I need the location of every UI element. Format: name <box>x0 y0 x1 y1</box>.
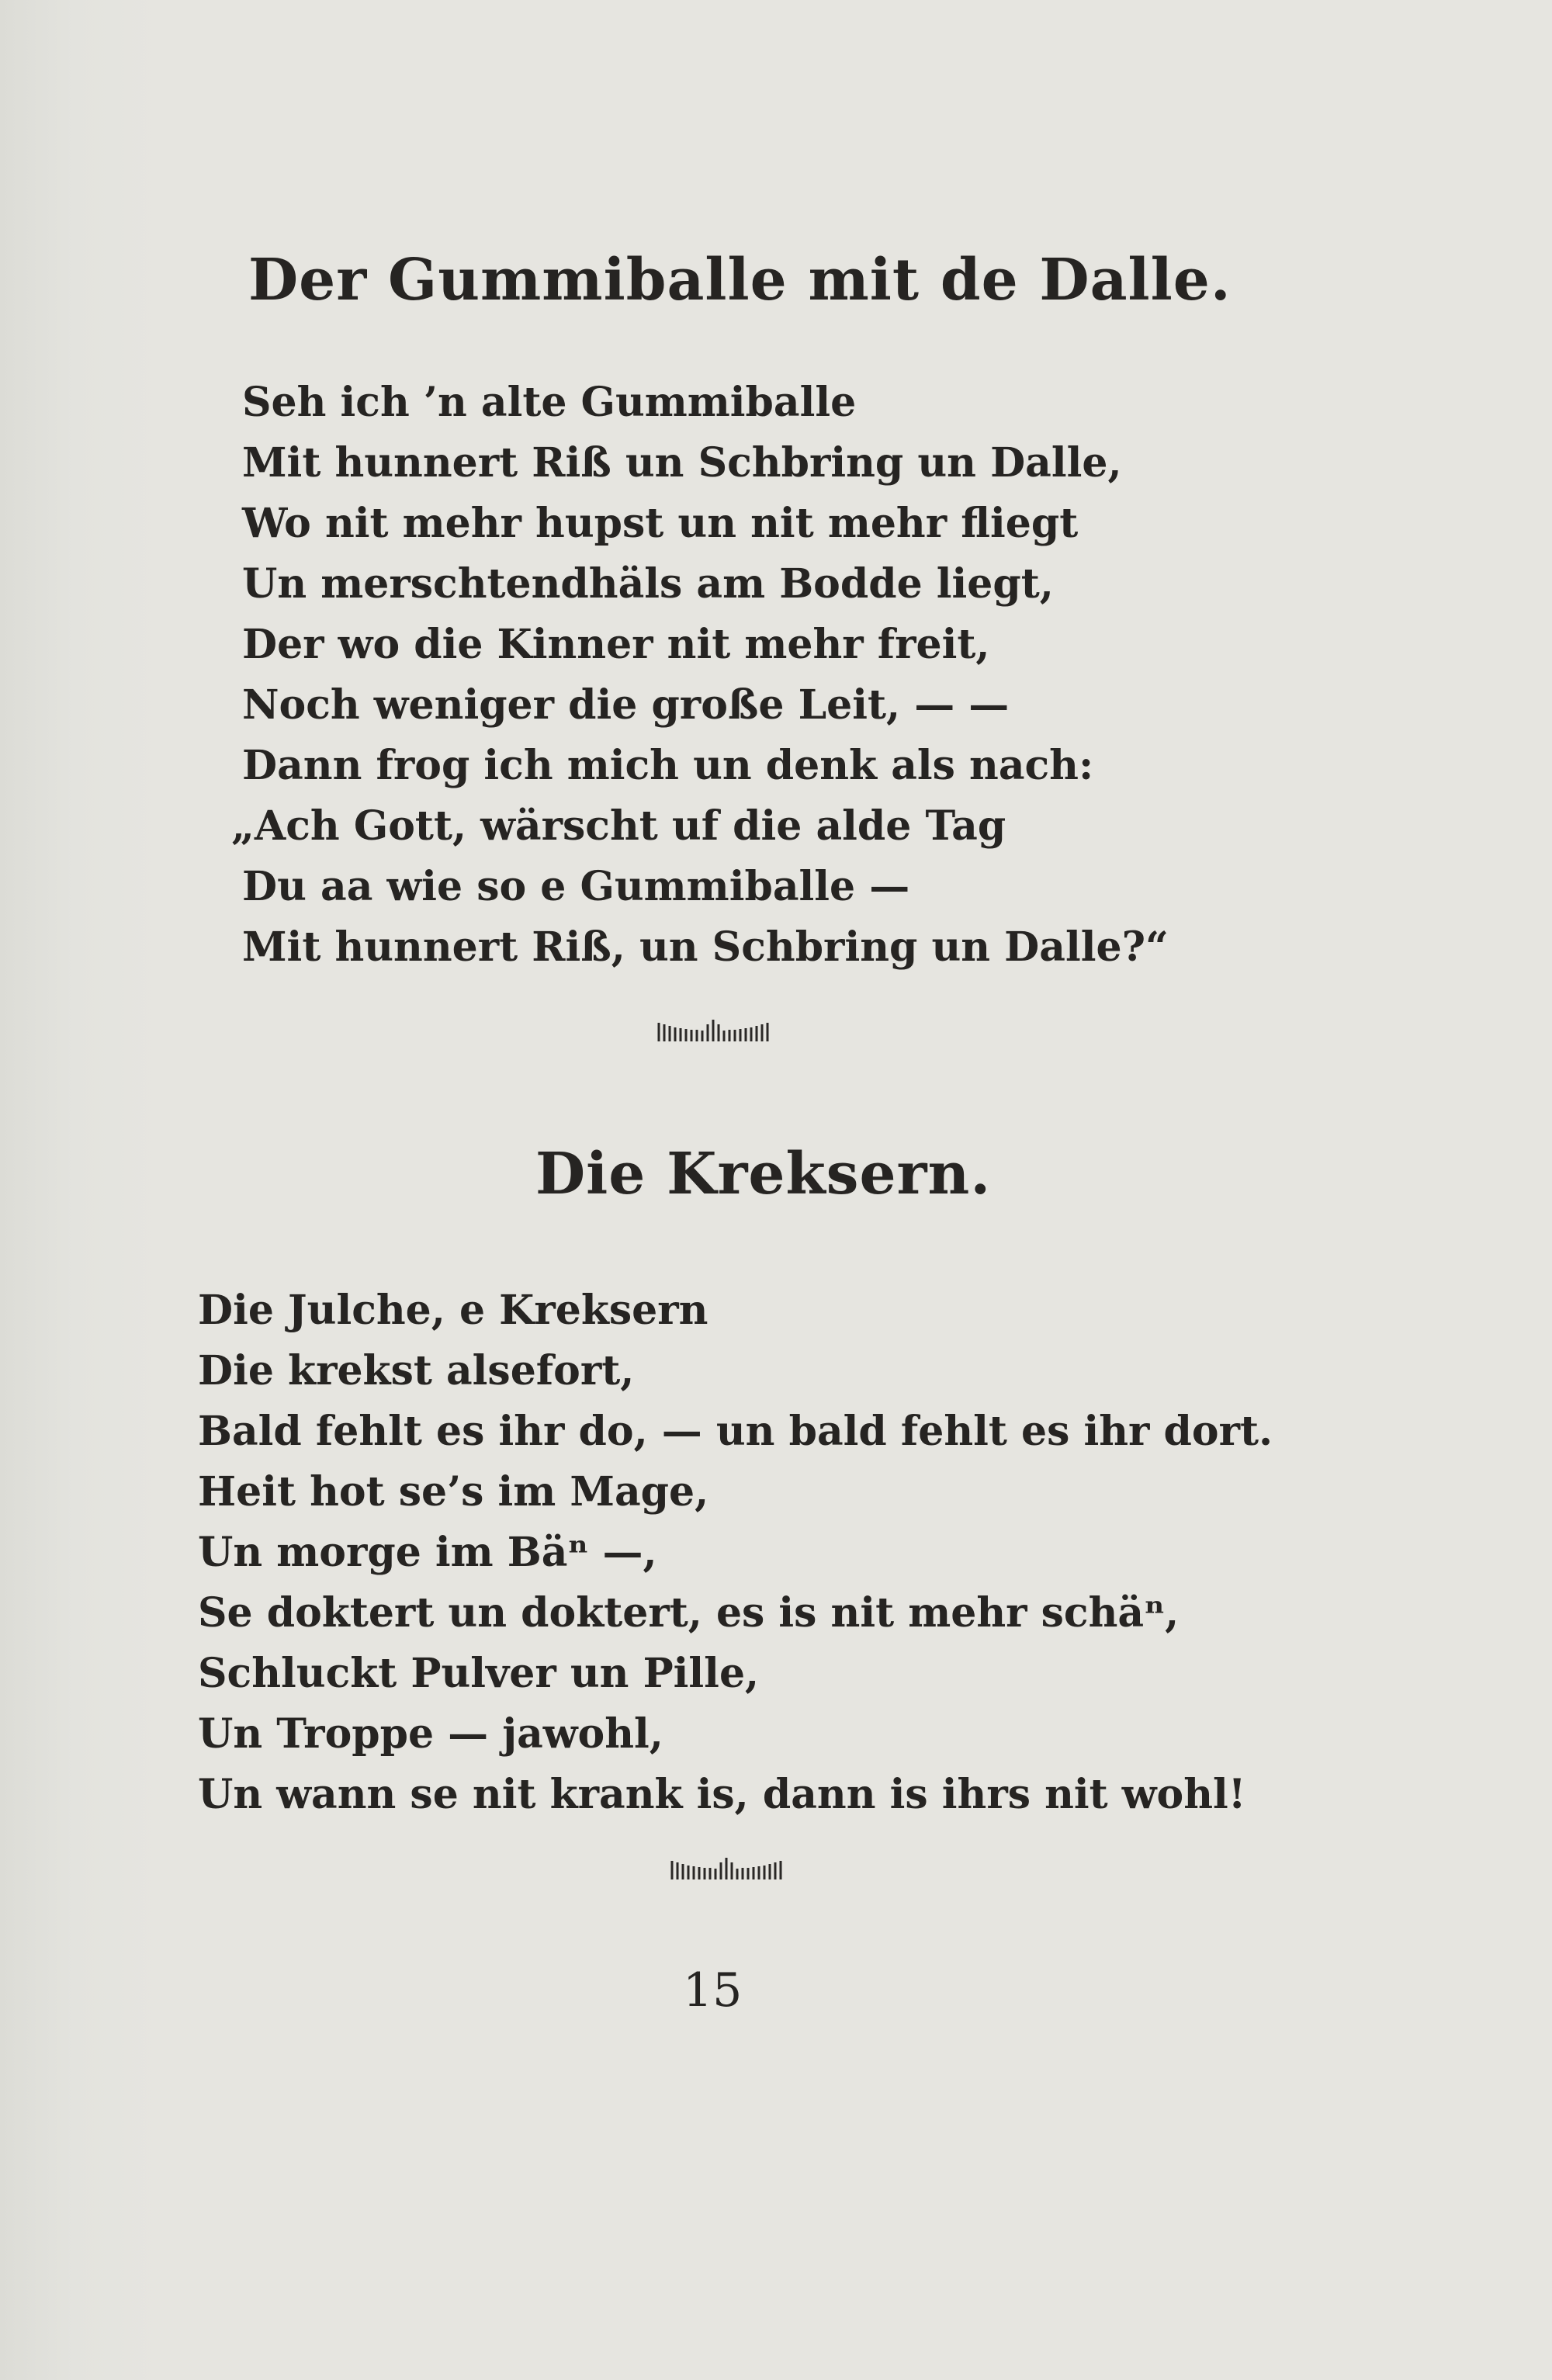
verse-line: Dann frog ich mich un denk als nach: <box>242 742 1094 789</box>
poem-gummiballe-stanza <box>231 372 1169 978</box>
verse-line: Die krekst alsefort, <box>198 1347 635 1394</box>
verse-line: Un morge im Bäⁿ —, <box>198 1529 657 1576</box>
verse-line: Der wo die Kinner nit mehr freit, <box>242 621 990 668</box>
verse-line: Se doktert un doktert, es is nit mehr schäⁿ, <box>198 1589 1180 1637</box>
poem-title-kreksern: Die Kreksern. <box>535 1141 992 1207</box>
verse-line: Seh ich ’n alte Gummiballe <box>242 379 857 426</box>
verse-line: Un merschtendhäls am Bodde liegt, <box>242 560 1054 608</box>
verse-line: Un wann se nit krank is, dann is ihrs nit wohl! <box>198 1771 1246 1818</box>
verse-line: Schluckt Pulver un Pille, <box>198 1650 760 1697</box>
section-divider-ornament <box>656 1015 772 1043</box>
verse-line: Noch weniger die große Leit, — — <box>242 681 1010 729</box>
poem-kreksern-stanza <box>198 1280 1273 1825</box>
verse-line: Heit hot se’s im Mage, <box>198 1468 709 1516</box>
page-edge-shading <box>0 0 163 2380</box>
poem-title-gummiballe: Der Gummiballe mit de Dalle. <box>248 247 1232 314</box>
verse-line: Bald fehlt es ihr do, — un bald fehlt es ihr dort. <box>198 1408 1273 1455</box>
verse-line: „Ach Gott, wärscht uf die alde Tag <box>231 802 1006 850</box>
verse-line: Die Julche, e Kreksern <box>198 1287 708 1334</box>
verse-line: Mit hunnert Riß un Schbring un Dalle, <box>242 439 1122 487</box>
section-divider-ornament <box>669 1853 785 1881</box>
verse-line: Un Troppe — jawohl, <box>198 1710 663 1758</box>
page-number: 15 <box>683 1963 743 2018</box>
verse-line: Du aa wie so e Gummiballe — <box>242 863 910 910</box>
verse-line: Mit hunnert Riß, un Schbring un Dalle?“ <box>242 923 1169 971</box>
verse-line: Wo nit mehr hupst un nit mehr fliegt <box>242 500 1079 547</box>
